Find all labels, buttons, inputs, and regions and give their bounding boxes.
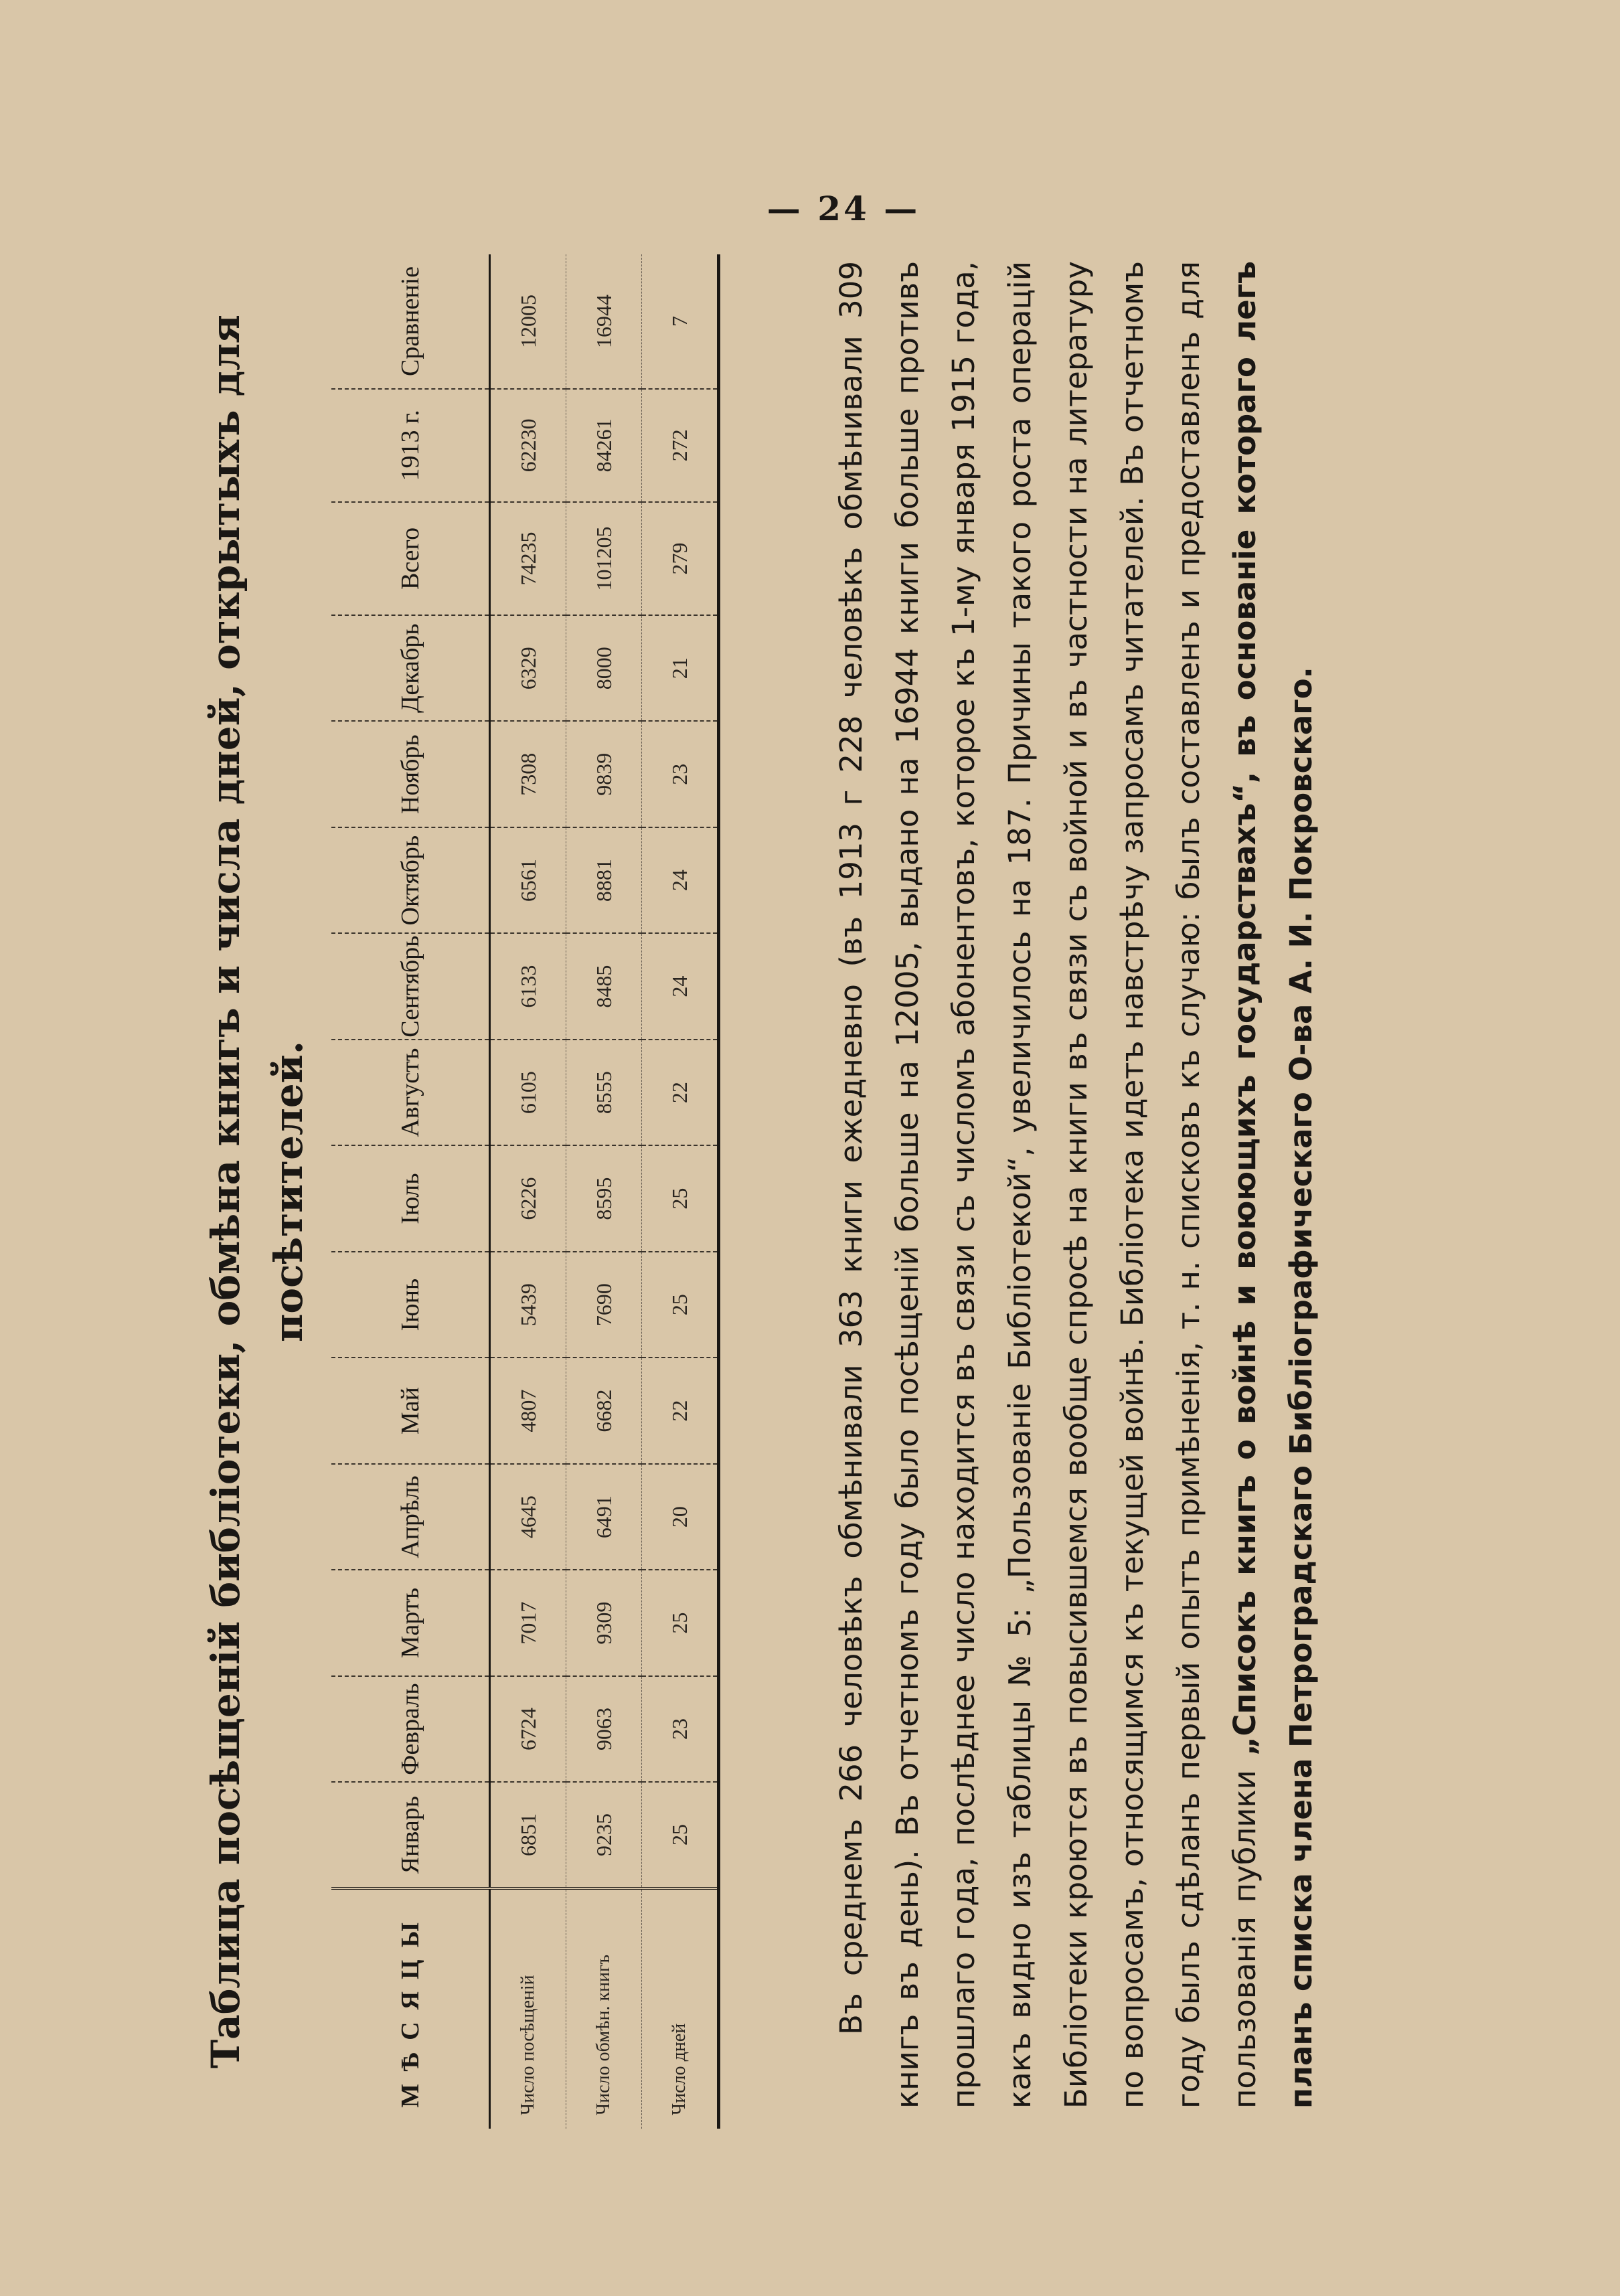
row-label: Число обмѣн. книгъ [566,1888,642,2129]
table-cell: 7308 [490,721,566,827]
table-cell: 12005 [490,254,566,389]
col-header: Всего [331,502,490,615]
table-cell: 21 [642,615,719,721]
table-cell: 279 [642,502,719,615]
table-cell: 8595 [566,1145,642,1251]
page-number: — 24 — [766,189,920,228]
table-cell: 6491 [566,1464,642,1570]
col-header: Сентябрь [331,933,490,1039]
table-cell: 6133 [490,933,566,1039]
table-cell: 272 [642,389,719,502]
col-header: Октябрь [331,827,490,933]
table-cell: 7 [642,254,719,389]
table-cell: 6724 [490,1676,566,1782]
table-cell: 8485 [566,933,642,1039]
table-row [642,254,719,2129]
table-cell: 84261 [566,389,642,502]
table-cell: 6226 [490,1145,566,1251]
table-cell: 5439 [490,1252,566,1358]
table-cell: 25 [642,1145,719,1251]
col-header: 1913 г. [331,389,490,502]
row-label: Число посѣщеній [490,1888,566,2129]
corner-header: МѢСЯЦЫ [331,1888,490,2129]
table-cell: 20 [642,1464,719,1570]
paragraph [823,261,1329,2109]
col-header: Декабрь [331,615,490,721]
col-header: Мартъ [331,1570,490,1675]
table-title [194,254,320,2129]
table-cell: 25 [642,1570,719,1675]
table-cell: 9235 [566,1782,642,1888]
table-cell: 22 [642,1040,719,1145]
table-cell: 24 [642,827,719,933]
body-text [823,261,1329,2109]
table-header-row [331,254,490,2129]
visits-table [331,254,720,2129]
table-cell: 8881 [566,827,642,933]
col-header: Апрѣль [331,1464,490,1570]
col-header: Іюнь [331,1252,490,1358]
table-cell: 7690 [566,1252,642,1358]
table-cell: 6329 [490,615,566,721]
table-cell: 23 [642,721,719,827]
table-cell: 6851 [490,1782,566,1888]
table-title-line-1: Таблица посѣщеній библіотеки, обмѣна книгъ и числа дней, открытыхъ для [203,314,248,2069]
table-cell: 6682 [566,1358,642,1463]
col-header: Февраль [331,1676,490,1782]
col-header: Іюль [331,1145,490,1251]
col-header: Ноябрь [331,721,490,827]
table-title-line-2: посѣтителей. [266,1040,311,1343]
table-cell: 4807 [490,1358,566,1463]
col-header: Январь [331,1782,490,1888]
col-header: Сравненіе [331,254,490,389]
table-cell: 25 [642,1782,719,1888]
table-row [490,254,566,2129]
table-cell: 74235 [490,502,566,615]
table-cell: 62230 [490,389,566,502]
table-cell: 9063 [566,1676,642,1782]
col-header: Май [331,1358,490,1463]
table-cell: 101205 [566,502,642,615]
table-cell: 7017 [490,1570,566,1675]
table-cell: 9839 [566,721,642,827]
paragraph-bold-text: „Списокъ книгъ о войнѣ и воюющихъ государствахъ“, въ основаніе котораго легъ планъ списка члена Петроградскаго Библіографическаго О-ва А. И. Покровскаго. [1227,261,1319,2109]
paragraph-text: Въ среднемъ 266 человѣкъ обмѣнивали 363 книги ежедневно (въ 1913 г 228 человѣкъ обмѣнивали 309 книгъ въ день). Въ отчетномъ году было посѣщеній больше на 12005, выдано на 16944 книги больше противъ прошлаго года, послѣднее число находится въ связи съ числомъ абонентовъ, которое къ 1-му января 1915 года, какъ видно изъ таблицы № 5: „Пользованіе Библіотекой“, увеличилось на 187. Причины такого роста операцій Библіотеки кроются въ повысившемся вообще спросѣ на книги въ связи съ войной и въ частности на литературу по вопросамъ, относящимся къ текущей войнѣ. Библіотека идетъ навстрѣчу запросамъ читателей. Въ отчетномъ году былъ сдѣланъ первый опытъ примѣненія, т. н. списковъ къ случаю: былъ составленъ и предоставленъ для пользованія публики [833,261,1263,2109]
table-cell: 25 [642,1252,719,1358]
table-cell: 16944 [566,254,642,389]
table-row [566,254,642,2129]
table-cell: 23 [642,1676,719,1782]
table-cell: 24 [642,933,719,1039]
table-cell: 4645 [490,1464,566,1570]
col-header: Августъ [331,1040,490,1145]
rotated-content [194,254,1439,2129]
table-cell: 8000 [566,615,642,721]
row-label: Число дней [642,1888,719,2129]
table-cell: 6561 [490,827,566,933]
table-cell: 6105 [490,1040,566,1145]
table-cell: 9309 [566,1570,642,1675]
table-cell: 22 [642,1358,719,1463]
table-cell: 8555 [566,1040,642,1145]
